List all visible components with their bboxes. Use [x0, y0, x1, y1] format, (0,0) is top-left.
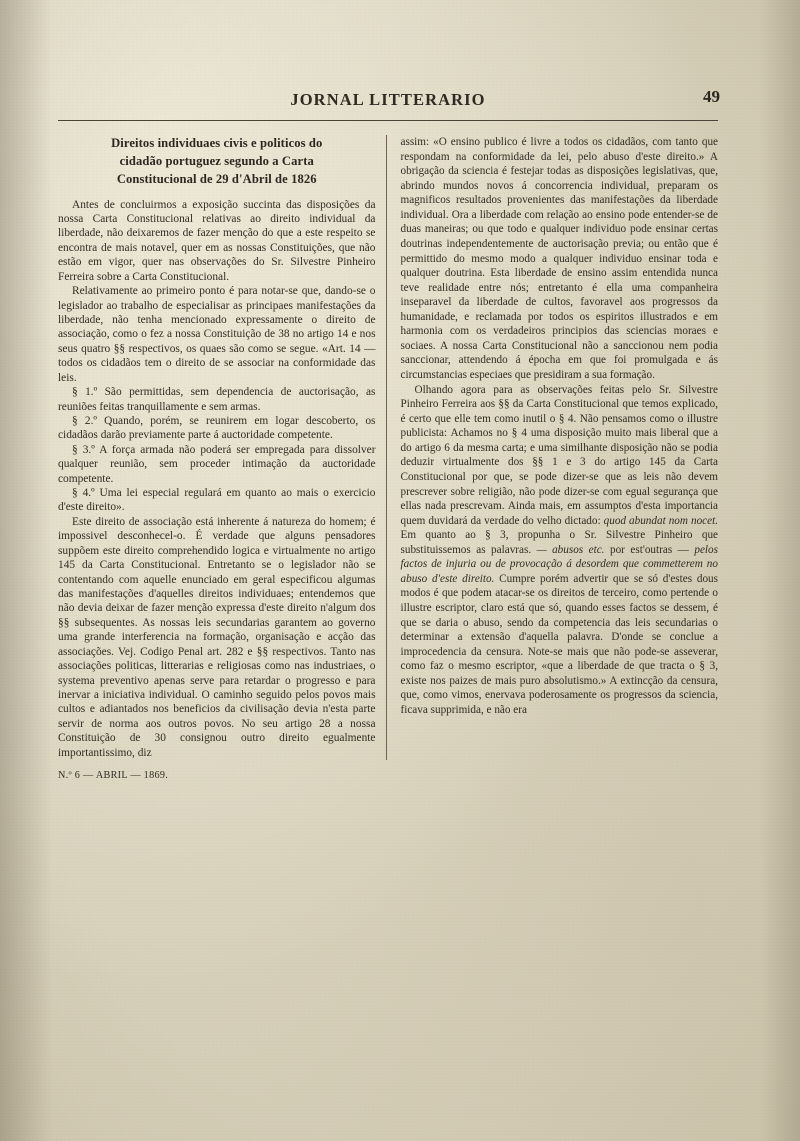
edge-shadow: [760, 0, 800, 1141]
paragraph: Antes de concluirmos a exposição succinta das disposições da nossa Carta Constitucional relativas ao direito individual da liberdade, não deixaremos de fazer menção do que a este respeito se encontra de mais notavel, quer em as nossas Constituições, que não estão em vigor, quer nas observações do Sr. Silvestre Pinheiro Ferreira sobre a Carta Constitucional.: [58, 198, 376, 283]
paragraph: Olhando agora para as observações feitas pelo Sr. Silvestre Pinheiro Ferreira aos §§ da Carta Constitucional que temos explicado, é certo que elle tem como inutil o § 4. Não pensamos como o illustre publicista: Achamos no § 4 uma disposição muito mais liberal que a do artigo 6 da mesma carta; e uma similhante disposição não se podia deduzir virtualmente dos §§ 1 e 3 do artigo 145 da Carta Constitucional por que, se pode dizer-se que as leis não devem prescrever sobre religião, não pode dizer-se com egual segurança que ellas nada prescrevam. Ainda mais, em assumptos d'esta importancia quem duvidará da verdade do velho dictado: quod abundat nom nocet. Em quanto ao § 3, propunha o Sr. Silvestre Pinheiro que substituissemos as palavras. — abusos etc. por est'outras — pelos factos de injuria ou de provocação á desordem que commetterem no abuso d'este direito. Cumpre porém advertir que se só d'estes dous modos é que podem atacar-se os direitos de terceiro, como pertende o illustre escriptor, claro está que só, quando esses factos se dessem, é que se daria o abuso, sendo da competencia das leis secundarias o determinar a extensão d'aquella palavra. D'onde se conclue a improcedencia da censura. Note-se mais que não pode-se asseverar, como faz o mesmo escriptor, «que a liberdade de que tracta o § 3, existe nos paizes de mais puro absolutismo.» A extincção da censura, que, como vimos, enervava poderosamente os progressos da sciencia, ficava supprimida, e não era: [400, 383, 718, 716]
paragraph: Este direito de associação está inherente á natureza do homem; é impossivel desconhecel-o. É verdade que alguns pensadores suppõem este direito comprehendido logica e virtualmente no artigo 145 da Carta Constitucional. Entretanto se o legislador não se contentando com aquelle enunciado em geral especificou algumas das manifestações d'aquelles direitos individuaes; entendemos que não devia deixar de fazer menção expressa d'este direito n'algum dos §§ subsequentes. As nossas leis secundarias garantem ao governo uma grande interferencia na formação, organisação e acção das associações. Vej. Codigo Penal art. 282 e §§ respectivos. Tanto nas associações politicas, litterarias e religiosas como nas industriaes, o systema preventivo apenas serve para retardar o progresso e para inervar a iniciativa individual. O caminho seguido pelos povos mais cultos e adiantados nos beneficios da civilisação devia n'esta parte servir de norma aos outros povos. No seu artigo 28 a nossa Constituição de 30 consignou outro direito egualmente importantissimo, diz: [58, 515, 376, 759]
paragraph: § 4.º Uma lei especial regulará em quanto ao mais o exercicio d'este direito».: [58, 487, 376, 514]
right-column: [386, 135, 719, 760]
journal-title: JORNAL LITTERARIO: [290, 90, 486, 109]
running-header: [58, 86, 718, 121]
paragraph: assim: «O ensino publico é livre a todos os cidadãos, com tanto que respondam na conformidade da lei, pelo abuso d'este direito.» A obrigação da sciencia é festejar todas as disposições legislativas, que, abrindo mundos novos á concorrencia individual, preparam os magnificos resultados provenientes das manifestações da liberdade individual. Ora a liberdade com relação ao ensino pode entender-se de duas maneiras; ou que todo e qualquer individuo pode ensinar certas doutrinas independentemente de auctorisação previa; ou então que é permittido do mesmo modo a qualquer individuo ensinar toda e qualquer doutrina. Esta liberdade de ensino assim entendida nunca teve realidade entre nós; entretanto é ella uma companheira inseparavel da liberdade de cultos, favoravel aos progressos da humanidade, e reclamada por todos os espiritos illustrados e em harmonia com os verdadeiros principios das sciencias moraes e sociaes. A nossa Carta Constitucional não a sanccionou nem podia sanccionar, attendendo á épocha em que foi promulgada e ás circumstancias especiaes que presidiram a sua formação.: [400, 136, 718, 381]
page-content: [58, 86, 718, 781]
article-title-line-2: cidadão portuguez segundo a Carta: [119, 153, 314, 168]
issue-footer: [58, 770, 718, 781]
paragraph: Relativamente ao primeiro ponto é para notar-se que, dando-se o legislador ao trabalho de especialisar as principaes manifestações da liberdade, não tenha mencionado expressamente o direito de associação, como o fez a nossa Constituição de 38 no artigo 14 e nos seus quatro §§ respectivos, os quaes são como se segue. «Art. 14 — todos os cidadãos tem o direito de se associar na conformidade das leis.: [58, 285, 376, 384]
spine-shadow: [0, 0, 52, 1141]
article-title-line-1: Direitos individuaes civis e politicos do: [111, 136, 323, 150]
page-number: 49: [703, 87, 720, 106]
paragraph: § 1.º São permittidas, sem dependencia de auctorisação, as reuniões feitas tranquillamente e sem armas.: [58, 386, 376, 413]
paragraph: § 2.º Quando, porém, se reunirem em logar descoberto, os cidadãos darão previamente parte á auctoridade competente.: [58, 414, 376, 442]
issue-label: N.º 6 — ABRIL — 1869.: [58, 770, 169, 782]
article-title: [58, 135, 376, 189]
article-title-line-3: Constitucional de 29 d'Abril de 1826: [116, 171, 317, 186]
paragraph: § 3.º A força armada não poderá ser empregada para dissolver qualquer reunião, sem proceder intimação da auctoridade competente.: [58, 443, 376, 485]
two-column-layout: [58, 135, 718, 760]
left-column: [58, 135, 386, 760]
